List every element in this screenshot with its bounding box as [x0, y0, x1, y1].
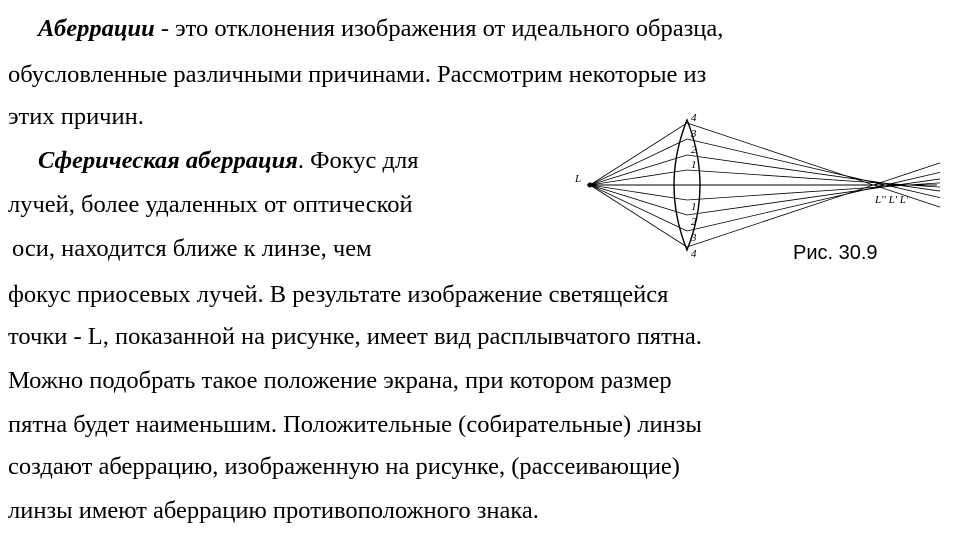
zone-label: 1 [691, 201, 697, 213]
spherical-aberration-figure [565, 110, 945, 260]
incident-ray [590, 155, 687, 185]
paragraph-line-3: этих причин. [8, 103, 144, 130]
zone-label: 4 [691, 112, 697, 124]
incident-ray [590, 185, 687, 215]
incident-ray [590, 123, 687, 185]
incident-ray [590, 185, 687, 247]
incident-ray [590, 185, 687, 231]
image-points-label: L'' L' L' [875, 194, 909, 206]
zone-label: 4 [691, 248, 697, 260]
term-spherical-aberration: Сферическая аберрация [38, 147, 298, 174]
definition-text: - это отклонения изображения от идеального образца, [154, 15, 724, 42]
paragraph-line-6: оси, находится ближе к линзе, чем [12, 235, 372, 262]
paragraph-line-4 [38, 146, 418, 176]
paragraph-line-8: точки - L, показанной на рисунке, имеет вид расплывчатого пятна. [8, 323, 702, 350]
lens-zone-labels [690, 112, 697, 260]
ray-diagram [565, 110, 945, 260]
incident-ray [590, 170, 687, 185]
source-label: L [575, 173, 582, 185]
point-source-l [588, 183, 593, 188]
zone-label: 1 [691, 159, 697, 171]
figure-caption: Рис. 30.9 [793, 242, 878, 264]
paragraph-line-5: лучей, более удаленных от оптической [8, 191, 413, 218]
zone-label: 3 [691, 128, 697, 140]
focus-text: . Фокус для [297, 147, 419, 174]
zone-label: 3 [691, 232, 697, 244]
refracted-ray [687, 139, 940, 198]
paragraph-line-1 [38, 14, 723, 44]
paragraph-line-11: создают аберрацию, изображенную на рисунке, (рассеивающие) [8, 453, 680, 480]
zone-label: 2 [691, 216, 697, 228]
zone-label: 2 [691, 144, 697, 156]
paragraph-line-2: обусловленные различными причинами. Рассмотрим некоторые из [8, 61, 707, 88]
paragraph-line-10: пятна будет наименьшим. Положительные (собирательные) линзы [8, 411, 702, 438]
paragraph-line-9: Можно подобрать такое положение экрана, при котором размер [8, 367, 672, 394]
paragraph-line-7: фокус приосевых лучей. В результате изображение светящейся [8, 281, 669, 308]
term-aberrations: Аберрации [38, 15, 155, 42]
paragraph-line-12: линзы имеют аберрацию противоположного знака. [8, 497, 539, 524]
incident-ray [590, 185, 687, 200]
incident-ray [590, 139, 687, 185]
